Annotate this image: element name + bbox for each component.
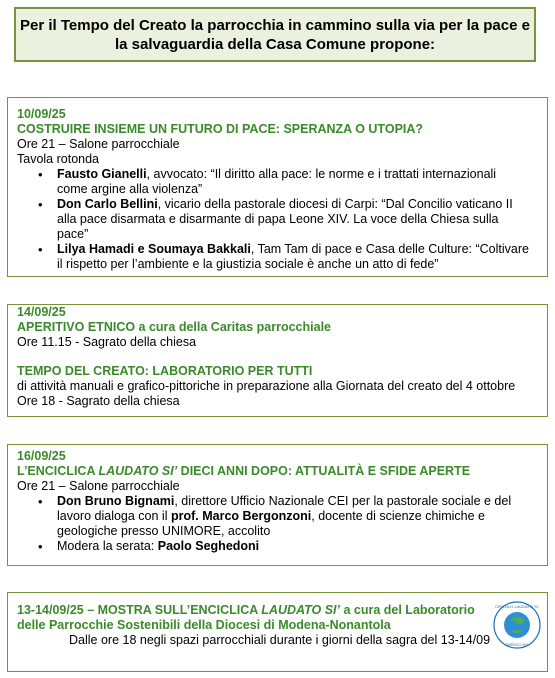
event-description: di attività manuali e grafico-pittoriche in preparazione alla Giornata del creato del 4 ottobre [17, 379, 516, 393]
speaker-list [17, 167, 547, 272]
event-box-1 [7, 97, 548, 277]
event-title: TEMPO DEL CREATO: LABORATORIO PER TUTTI [17, 364, 313, 378]
event-date: 16/09/25 [17, 449, 66, 463]
header-line-1: Per il Tempo del Creato la parrocchia in cammino sulla via per la pace e [20, 17, 530, 34]
list-item: • Modera la serata: Paolo Seghedoni [17, 539, 529, 554]
event-time-place: Ore 21 – Salone parrocchiale [17, 479, 180, 493]
event-box-2 [7, 304, 548, 417]
event-box-3 [7, 444, 548, 566]
event-time-place: Ore 11.15 - Sagrato della chiesa [17, 335, 197, 349]
speaker-list [17, 494, 547, 554]
list-item: • Fausto Gianelli, avvocato: “Il diritto alla pace: le norme e i trattati internazionali come argine alla violenza” [17, 167, 529, 197]
header-line-2: la salvaguardia della Casa Comune propone: [114, 36, 436, 53]
laudato-si-logo [493, 601, 541, 649]
event-description: Dalle ore 18 negli spazi parrocchiali durante i giorni della sagra del 13-14/09 [69, 633, 491, 647]
event-time-place: Ore 18 - Sagrato della chiesa [17, 394, 180, 408]
logo-text-top: CIRCOLO LAUDATO SI’ [495, 604, 539, 609]
header-banner [14, 7, 536, 62]
event-title: 13-14/09/25 – MOSTRA SULL’ENCICLICA LAUDATO SI’ a cura del Laboratorio [17, 603, 475, 617]
event-title-line2: delle Parrocchie Sostenibili della Diocesi di Modena-Nonantola [17, 618, 391, 632]
list-item: • Don Carlo Bellini, vicario della pastorale diocesi di Carpi: “Dal Concilio vaticano II alla pace disarmata e disarmante di papa Leone XIV. La voce della Chiesa sulla pace” [17, 197, 529, 242]
event-title: L’ENCICLICA LAUDATO SI’ DIECI ANNI DOPO: ATTUALITÀ E SFIDE APERTE [17, 464, 471, 478]
event-box-4 [7, 592, 548, 672]
event-time-place: Ore 21 – Salone parrocchiale [17, 137, 180, 151]
logo-text-bottom: PARROCCHIA [505, 643, 529, 647]
event-date: 10/09/25 [17, 107, 66, 121]
event-title: APERITIVO ETNICO a cura della Caritas parrocchiale [17, 320, 331, 334]
event-title: COSTRUIRE INSIEME UN FUTURO DI PACE: SPERANZA O UTOPIA? [17, 122, 424, 136]
event-format: Tavola rotonda [17, 152, 100, 166]
list-item: • Don Bruno Bignami, direttore Ufficio Nazionale CEI per la pastorale sociale e del lavoro dialoga con il prof. Marco Bergonzoni, docente di scienze chimiche e geologiche presso UNIMORE, accolito [17, 494, 529, 539]
event-date: 14/09/25 [17, 305, 66, 319]
list-item: • Lilya Hamadi e Soumaya Bakkali, Tam Tam di pace e Casa delle Culture: “Coltivare il rispetto per l’ambiente e la giustizia sociale è anche un atto di fede” [17, 242, 529, 272]
